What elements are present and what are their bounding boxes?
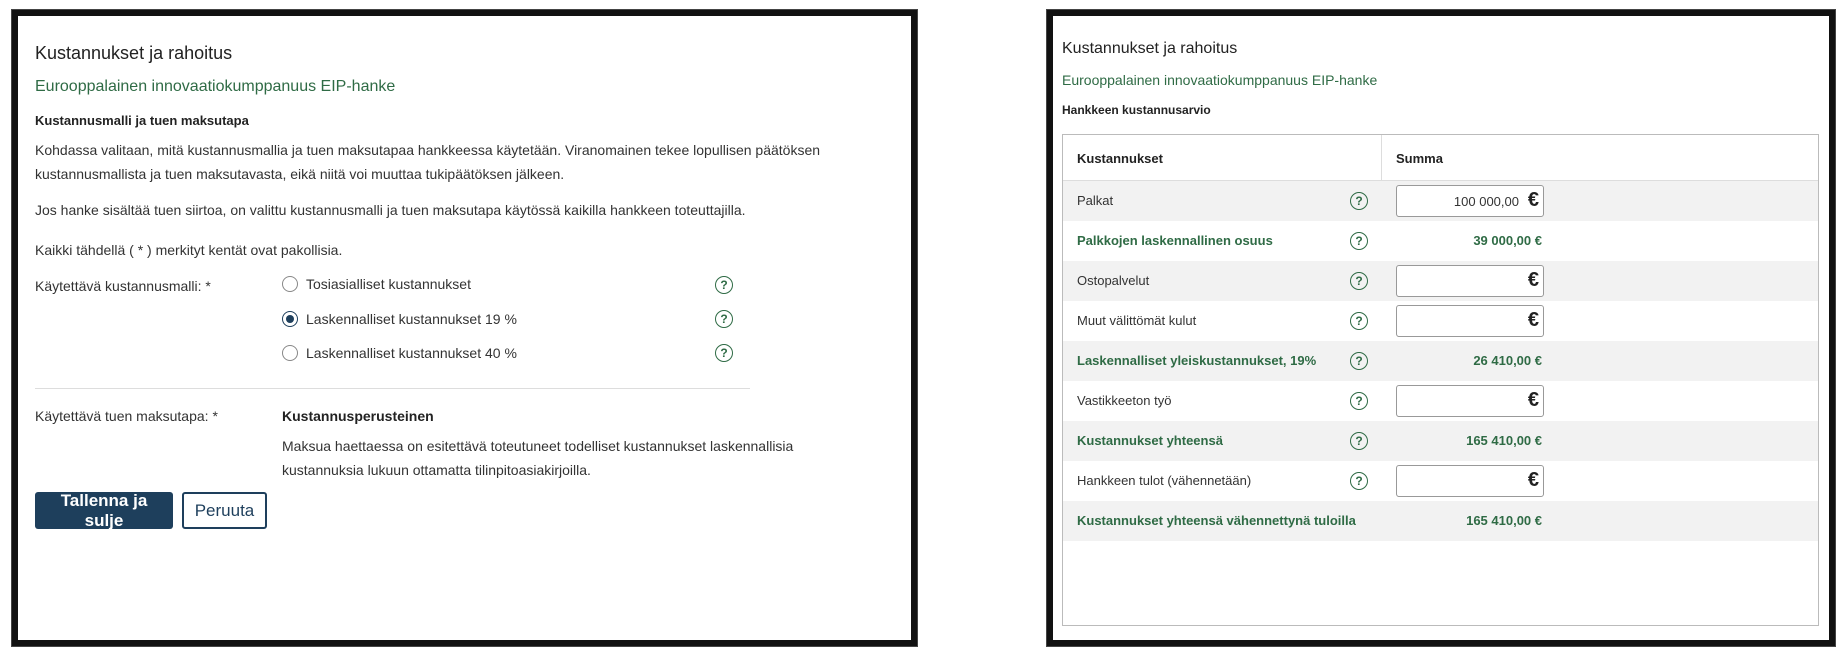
payment-method-value: Kustannusperusteinen: [282, 408, 434, 424]
help-icon[interactable]: ?: [1350, 192, 1368, 210]
dialog-title: Kustannukset ja rahoitus: [35, 43, 233, 63]
calculated-value: 165 410,00 €: [1466, 513, 1542, 528]
help-icon[interactable]: ?: [1350, 272, 1368, 290]
intro-line-1: Kohdassa valitaan, mitä kustannusmallia ja tuen maksutapaa hankkeessa käytetään. Viranomainen tekee lopullisen päätöksen: [35, 142, 821, 158]
intro-paragraph: [35, 138, 820, 186]
payment-method-label: Käytettävä tuen maksutapa: *: [35, 408, 218, 424]
help-icon[interactable]: ?: [1350, 392, 1368, 410]
cost-model-dialog: [12, 10, 917, 646]
radio-option-actual-costs[interactable]: [282, 276, 471, 292]
cost-estimate-dialog: [1047, 10, 1835, 646]
required-note: Kaikki tähdellä ( * ) merkityt kentät ovat pakollisia.: [35, 242, 343, 258]
radio-button[interactable]: [282, 276, 298, 292]
help-icon[interactable]: ?: [715, 344, 733, 362]
radio-label: Tosiasialliset kustannukset: [306, 276, 471, 292]
row-label: Vastikkeeton työ: [1077, 393, 1172, 408]
column-header-costs: Kustannukset: [1077, 151, 1163, 166]
table-header: [1063, 135, 1818, 181]
row-label: Laskennalliset yleiskustannukset, 19%: [1077, 353, 1317, 368]
transfer-paragraph: Jos hanke sisältää tuen siirtoa, on valittu kustannusmalli ja tuen maksutapa käytössä kaikilla hankkeen toteuttajilla.: [35, 202, 746, 218]
radio-option-calculated-40[interactable]: [282, 345, 517, 361]
table-row-ostopalvelut: [1063, 261, 1818, 301]
table-row-overhead-19: [1063, 341, 1818, 381]
cancel-button[interactable]: Peruuta: [182, 492, 267, 529]
euro-icon: €: [1527, 189, 1539, 211]
row-label: Palkkojen laskennallinen osuus: [1077, 233, 1273, 248]
input-value: 100 000,00: [1453, 194, 1519, 209]
row-label: Hankkeen tulot (vähennetään): [1077, 473, 1252, 488]
table-row-costs-total: [1063, 421, 1818, 461]
calculated-value: 165 410,00 €: [1466, 433, 1542, 448]
row-label: Kustannukset yhteensä: [1077, 433, 1223, 448]
cost-estimate-table: [1062, 134, 1819, 626]
row-label: Muut välittömät kulut: [1077, 313, 1197, 328]
table-row-palkat: [1063, 181, 1818, 221]
section-heading: Hankkeen kustannusarvio: [1062, 103, 1211, 117]
help-icon[interactable]: ?: [1350, 312, 1368, 330]
help-icon[interactable]: ?: [1350, 352, 1368, 370]
table-row-calculated-salary-share: [1063, 221, 1818, 261]
radio-button-checked[interactable]: [282, 311, 298, 327]
euro-icon: €: [1527, 469, 1539, 491]
cost-model-label: Käytettävä kustannusmalli: *: [35, 278, 211, 294]
table-row-total-minus-income: [1063, 501, 1818, 541]
amount-input[interactable]: [1396, 385, 1544, 417]
intro-line-2: kustannusmallista ja tuen maksutavasta, eikä niitä voi muuttaa tukipäätöksen jälkeen.: [35, 166, 565, 182]
table-row-other-direct-costs: [1063, 301, 1818, 341]
amount-input[interactable]: [1396, 305, 1544, 337]
help-icon[interactable]: ?: [715, 310, 733, 328]
euro-icon: €: [1527, 309, 1539, 331]
radio-button[interactable]: [282, 345, 298, 361]
radio-label: Laskennalliset kustannukset 19 %: [306, 311, 517, 327]
payment-method-description: [282, 434, 793, 482]
section-heading: Kustannusmalli ja tuen maksutapa: [35, 113, 249, 128]
euro-icon: €: [1527, 269, 1539, 291]
help-icon[interactable]: ?: [1350, 232, 1368, 250]
row-label: Ostopalvelut: [1077, 273, 1150, 288]
row-label: Palkat: [1077, 193, 1114, 208]
radio-option-calculated-19[interactable]: [282, 311, 517, 327]
payment-desc-line-2: kustannuksia lukuun ottamatta tilinpitoasiakirjoilla.: [282, 462, 591, 478]
dialog-subtitle: Eurooppalainen innovaatiokumppanuus EIP-hanke: [1062, 72, 1378, 88]
payment-desc-line-1: Maksua haettaessa on esitettävä toteutuneet todelliset kustannukset laskennallisia: [282, 438, 794, 454]
save-and-close-button[interactable]: Tallenna ja sulje: [35, 492, 173, 529]
dialog-subtitle: Eurooppalainen innovaatiokumppanuus EIP-hanke: [35, 78, 396, 95]
amount-input[interactable]: [1396, 185, 1544, 217]
calculated-value: 39 000,00 €: [1473, 233, 1542, 248]
calculated-value: 26 410,00 €: [1473, 353, 1542, 368]
amount-input[interactable]: [1396, 265, 1544, 297]
amount-input[interactable]: [1396, 465, 1544, 497]
dialog-title: Kustannukset ja rahoitus: [1062, 40, 1238, 57]
table-row-project-income: [1063, 461, 1818, 501]
column-separator: [1381, 135, 1382, 180]
help-icon[interactable]: ?: [1350, 472, 1368, 490]
divider: [35, 388, 750, 389]
row-label: Kustannukset yhteensä vähennettynä tuloilla: [1077, 513, 1356, 528]
radio-label: Laskennalliset kustannukset 40 %: [306, 345, 517, 361]
help-icon[interactable]: ?: [1350, 432, 1368, 450]
column-header-sum: Summa: [1396, 151, 1443, 166]
euro-icon: €: [1527, 389, 1539, 411]
table-row-unpaid-work: [1063, 381, 1818, 421]
help-icon[interactable]: ?: [715, 276, 733, 294]
